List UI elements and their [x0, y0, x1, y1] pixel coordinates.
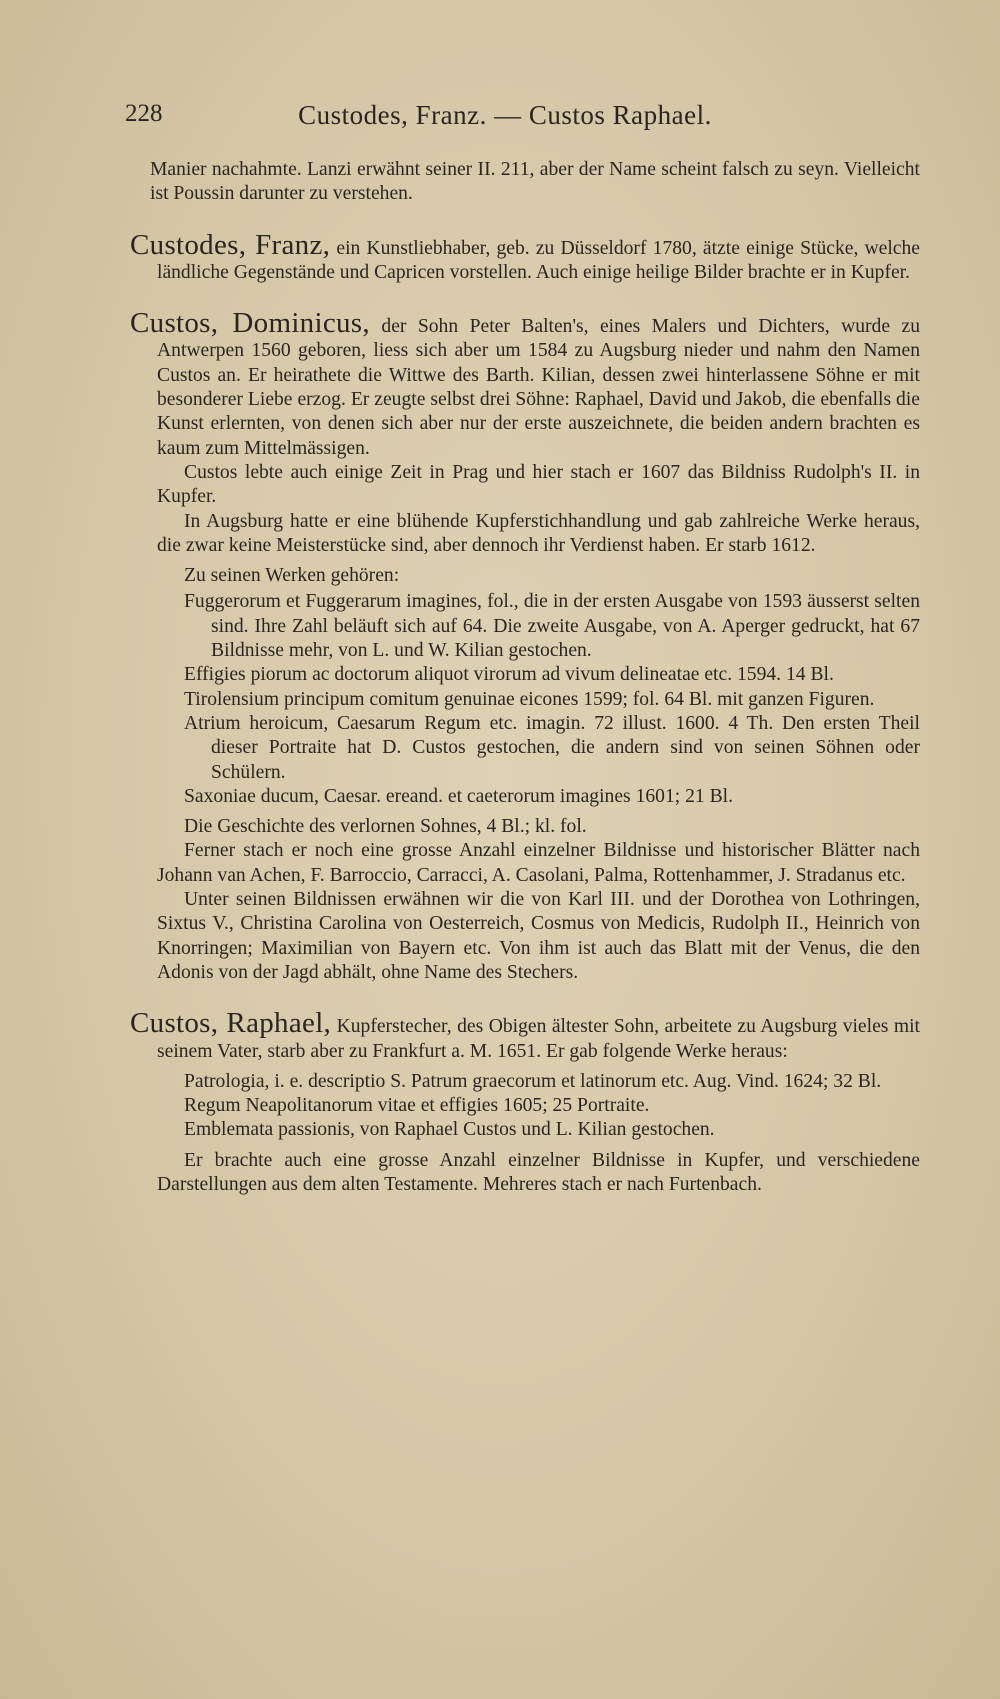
entry-custodes-franz	[130, 228, 920, 286]
work-item: Effigies piorum ac doctorum aliquot virorum ad vivum delineatae etc. 1594. 14 Bl.	[184, 664, 834, 686]
continuation-paragraph: Manier nachahmte. Lanzi erwähnt seiner II. 211, aber der Name scheint falsch zu seyn. Vielleicht ist Poussin darunter zu verstehen.	[150, 159, 920, 205]
work-item: Regum Neapolitanorum vitae et effigies 1605; 25 Portraite.	[184, 1095, 650, 1117]
page-content	[130, 158, 920, 1197]
entry-paragraph: Er brachte auch eine grosse Anzahl einzelner Bildnisse in Kupfer, und verschiedene Darstellungen aus dem alten Testamente. Mehreres stach er nach Furtenbach.	[157, 1149, 920, 1195]
entry-text: Kupferstecher, des Obigen ältester Sohn, arbeitete zu Augsburg vieles mit seinem Vater, starb aber zu Frankfurt a. M. 1651. Er gab folgende Werke heraus:	[157, 1016, 920, 1062]
works-list	[130, 1070, 920, 1143]
entry-paragraph: Unter seinen Bildnissen erwähnen wir die von Karl III. und der Dorothea von Lothringen, Sixtus V., Christina Carolina von Oesterreich, Cosmus von Medicis, Rudolph II., Heinrich von Knorringen; Maximilian von Bayern etc. Von ihm ist auch das Blatt mit der Venus, die den Adonis von der Jagd abhält, ohne Name des Stechers.	[157, 889, 920, 983]
work-item: Tirolensium principum comitum genuinae eicones 1599; fol. 64 Bl. mit ganzen Figuren.	[184, 688, 875, 710]
work-item: Saxoniae ducum, Caesar. ereand. et caeterorum imagines 1601; 21 Bl.	[184, 785, 733, 807]
entry-text: der Sohn Peter Balten's, eines Malers und Dichters, wurde zu Antwerpen 1560 geboren, liess sich aber um 1584 zu Augsburg nieder und nahm den Namen Custos an. Er heirathete die Wittwe des Barth. Kilian, dessen zwei hinterlassene Söhne er mit besonderer Liebe erzog. Er zeugte selbst drei Söhne: Raphael, David und Jakob, die ebenfalls die Kunst erlernten, von denen sich aber nur der erste auszeichnete, die beiden andern brachten es kaum zum Mittelmässigen.	[157, 316, 920, 459]
entry-custos-dominicus	[130, 307, 920, 985]
entry-text: ein Kunstliebhaber, geb. zu Düsseldorf 1780, ätzte einige Stücke, welche ländliche Gegenstände und Capricen vorstellen. Auch einige heilige Bilder brachte er in Kupfer.	[157, 237, 920, 283]
entry-headword: Custodes, Franz,	[130, 228, 331, 261]
entry-headword: Custos, Raphael,	[130, 1007, 332, 1040]
work-item: Emblemata passionis, von Raphael Custos und L. Kilian gestochen.	[184, 1119, 715, 1141]
work-item: Atrium heroicum, Caesarum Regum etc. imagin. 72 illust. 1600. 4 Th. Den ersten Theil dieser Portraite hat D. Custos gestochen, die andern sind von seinen Söhnen oder Schülern.	[184, 712, 920, 783]
work-item: Fuggerorum et Fuggerarum imagines, fol., die in der ersten Ausgabe von 1593 äusserst selten sind. Ihre Zahl beläuft sich auf 64. Die zweite Ausgabe, von A. Aperger gedruckt, hat 67 Bildnisse mehr, von L. und W. Kilian gestochen.	[184, 591, 920, 662]
works-list	[130, 564, 920, 809]
works-intro: Zu seinen Werken gehören:	[184, 565, 400, 587]
entry-custos-raphael	[130, 1007, 920, 1197]
entry-headword: Custos, Dominicus,	[130, 307, 370, 340]
entry-paragraph: Die Geschichte des verlornen Sohnes, 4 Bl.; kl. fol.	[184, 816, 587, 838]
entry-paragraph: Custos lebte auch einige Zeit in Prag und hier stach er 1607 das Bildniss Rudolph's II. in Kupfer.	[157, 461, 920, 508]
entry-paragraph: Ferner stach er noch eine grosse Anzahl einzelner Bildnisse und historischer Blätter nach Johann van Achen, F. Barroccio, Carracci, A. Casolani, Palma, Rottenhammer, J. Stradanus etc.	[157, 840, 920, 886]
entry-paragraph: In Augsburg hatte er eine blühende Kupferstichhandlung und gab zahlreiche Werke heraus, die zwar keine Meisterstücke sind, aber dennoch ihr Verdienst haben. Er starb 1612.	[157, 510, 920, 556]
work-item: Patrologia, i. e. descriptio S. Patrum graecorum et latinorum etc. Aug. Vind. 1624; 32 Bl.	[184, 1070, 882, 1092]
page-number: 228	[125, 100, 163, 127]
running-head: Custodes, Franz. — Custos Raphael.	[298, 100, 712, 130]
page-header	[125, 100, 885, 140]
